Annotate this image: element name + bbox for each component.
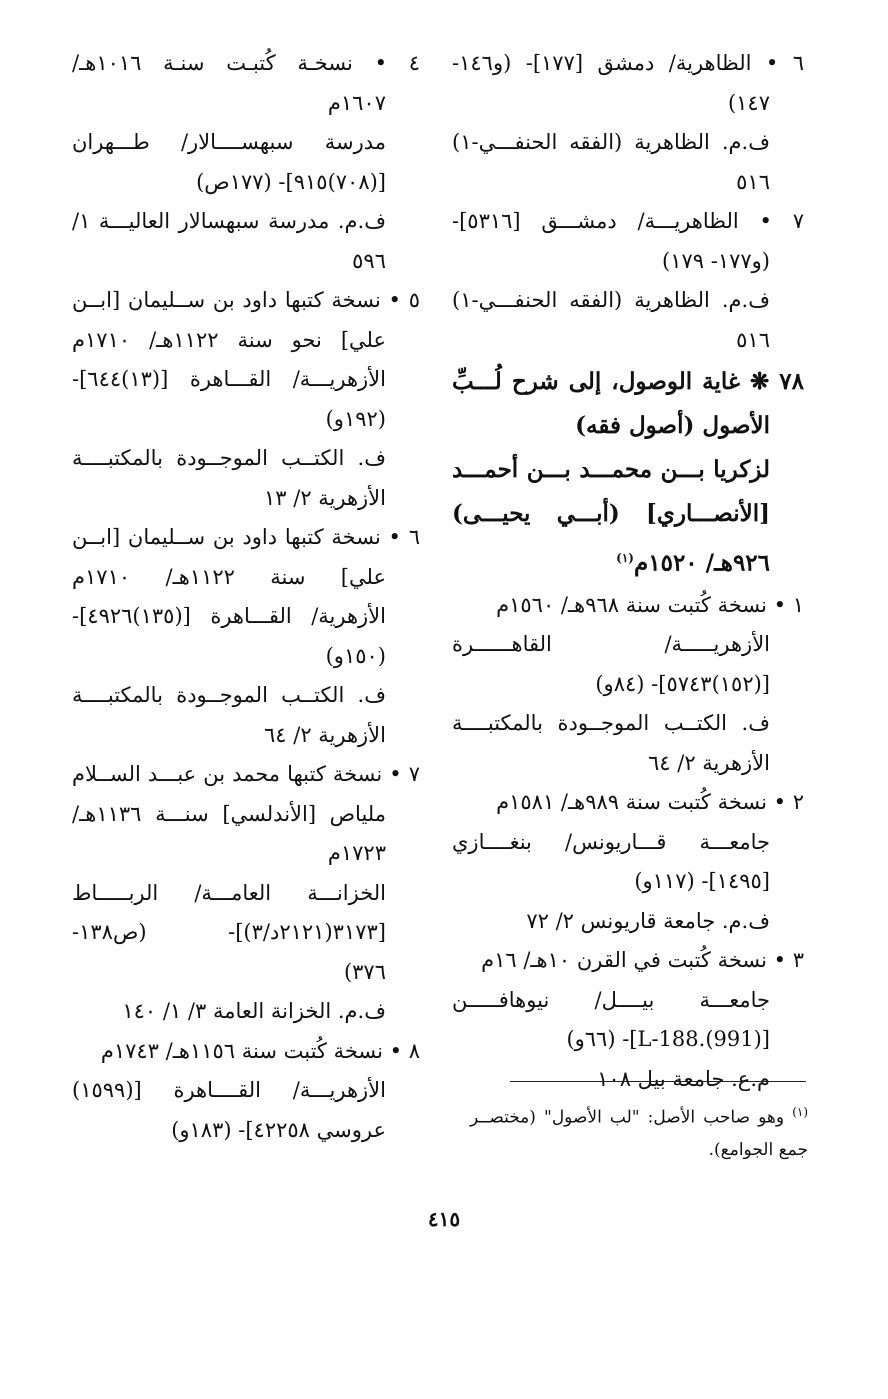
left-column-line: (١٩٢و) — [325, 406, 386, 431]
right-column-line: ف.م. الظاهرية (الفقه الحنفـــي-١) — [452, 288, 770, 312]
left-column — [72, 44, 420, 1150]
left-column-line: مدرسة سبهســــالار/ طـــهران — [72, 130, 386, 154]
right-column-line: ٧٨ ❋ غاية الوصول، إلى شرح لُـــبِّ — [452, 368, 804, 395]
right-column-line: م.ع. جامعة بيل ١٠٨ — [597, 1066, 770, 1091]
footnote-separator — [510, 1081, 806, 1082]
left-column-line: [٣١٧٣(٢١٢١د/٣)]- (ص١٣٨- — [72, 920, 386, 944]
right-column-line: [L-188.(991)]- (٦٦و) — [566, 1027, 770, 1052]
right-column-line: [١٤٩٥]- (١١٧و) — [634, 869, 770, 894]
right-column-line: ١٤٧) — [727, 90, 770, 115]
left-column-line: ف. الكتــب الموجــودة بالمكتبــــة — [72, 446, 386, 470]
right-column-line: جامعـــة بيــــل/ نيوهافـــــن — [452, 987, 770, 1012]
left-column-line: ٣٧٦) — [343, 959, 386, 984]
right-column-line: (و١٧٧- ١٧٩) — [661, 248, 770, 273]
left-column-line: ٦ • نسخة كتبها داود بن ســليمان [ابــن — [72, 525, 420, 549]
left-column-line: [(٧٠٨)٩١٥]- (١٧٧ص) — [196, 169, 386, 194]
left-column-line: ملياص [الأندلسي] سنـــة ١١٣٦هـ/ — [72, 801, 386, 826]
left-column-line: ١٧٢٣م — [327, 841, 386, 865]
right-column-line: ١ • نسخة كُتبت سنة ٩٦٨هـ/ ١٥٦٠م — [496, 592, 804, 617]
right-column-line: ٢ • نسخة كُتبت سنة ٩٨٩هـ/ ١٥٨١م — [496, 790, 804, 815]
right-column-line: [الأنصـــاري] (أبـــي يحيـــى) — [452, 500, 770, 527]
left-column-line: ٨ • نسخة كُتبت سنة ١١٥٦هـ/ ١٧٤٣م — [100, 1038, 420, 1063]
right-column-line: ف.م. الظاهرية (الفقه الحنفـــي-١) — [452, 130, 770, 154]
right-column-line: ٧ • الظاهريـــة/ دمشـــق [٥٣١٦]- — [452, 209, 804, 233]
right-column-line: ٩٢٦هـ/ ١٥٢٠م$^{(١)}$ — [616, 549, 770, 577]
left-column-line: ٤ • نسخـة كُتبـت سنـة ١٠١٦هـ/ — [72, 51, 420, 75]
left-column-line: ف.م. مدرسة سبهسالار العاليـــة ١/ — [72, 209, 386, 233]
footnote-text-1: وهو صاحب الأصل: "لب الأصول" (مختصــر — [470, 1107, 785, 1128]
right-column-line: الأزهريـــــة/ القاهــــــرة — [452, 632, 770, 657]
right-column-line: الأصول (أصول فقه) — [575, 412, 770, 439]
left-column-line: عروسي ٤٢٢٥٨]- (١٨٣و) — [171, 1117, 386, 1142]
left-column-line: علي] سنة ١١٢٢هـ/ ١٧١٠م — [72, 564, 386, 589]
left-column-line: الأزهرية ٢/ ٦٤ — [263, 722, 386, 747]
right-column-line: ف.م. جامعة قاريونس ٢/ ٧٢ — [526, 908, 770, 933]
left-column-line: ٥ • نسخة كتبها داود بن ســليمان [ابــن — [72, 288, 420, 312]
left-column-line: الأزهرية/ القـــاهرة [(١٣٥)٤٩٢٦]- — [72, 604, 386, 628]
footnote-line-1 — [470, 1096, 808, 1134]
left-column-line: ١٦٠٧م — [327, 90, 386, 115]
footnote-line-2: جمع الجوامع). — [708, 1139, 808, 1160]
left-column-line: ٧ • نسخة كتبها محمد بن عبـــد الســلام — [72, 762, 420, 786]
footnote-marker: (١) — [792, 1105, 809, 1119]
right-column-line: [(١٥٢)٥٧٤٣]- (٨٤و) — [595, 671, 770, 696]
right-column-line: الأزهرية ٢/ ٦٤ — [647, 750, 770, 775]
footnote-reference: (١) — [616, 551, 634, 565]
left-column-line: الأزهريـــة/ القـــاهرة [(١٣)٦٤٤]- — [72, 367, 386, 391]
right-column — [452, 44, 804, 1099]
right-column-line: ٥١٦ — [736, 327, 770, 352]
left-column-line: الأزهريـــة/ القــــاهرة [(١٥٩٩) — [72, 1078, 386, 1102]
right-column-line: ٣ • نسخة كُتبت في القرن ١٠هـ/ ١٦م — [481, 948, 804, 973]
left-column-line: الأزهرية ٢/ ١٣ — [263, 485, 386, 510]
right-column-line: ٥١٦ — [736, 169, 770, 194]
left-column-line: ٥٩٦ — [352, 248, 386, 273]
footnote — [470, 1096, 808, 1166]
right-column-line: ف. الكتــب الموجــودة بالمكتبــــة — [452, 711, 770, 736]
left-column-line: علي] نحو سنة ١١٢٢هـ/ ١٧١٠م — [72, 327, 386, 352]
left-column-line: ف.م. الخزانة العامة ٣/ ١/ ١٤٠ — [122, 999, 386, 1023]
right-column-line: ٦ • الظاهرية/ دمشق [١٧٧]- (و١٤٦- — [452, 51, 804, 75]
page-number: ٤١٥ — [427, 1207, 461, 1231]
right-column-line: لزكريا بـــن محمـــد بـــن أحمـــد — [452, 456, 770, 483]
left-column-line: الخزانـــة العامـــة/ الربـــــاط — [72, 880, 386, 905]
left-column-line: ف. الكتــب الموجــودة بالمكتبــــة — [72, 683, 386, 707]
left-column-line: (١٥٠و) — [325, 643, 386, 668]
right-column-line: جامعـــة قـــاريونس/ بنغــــازي — [452, 829, 770, 854]
